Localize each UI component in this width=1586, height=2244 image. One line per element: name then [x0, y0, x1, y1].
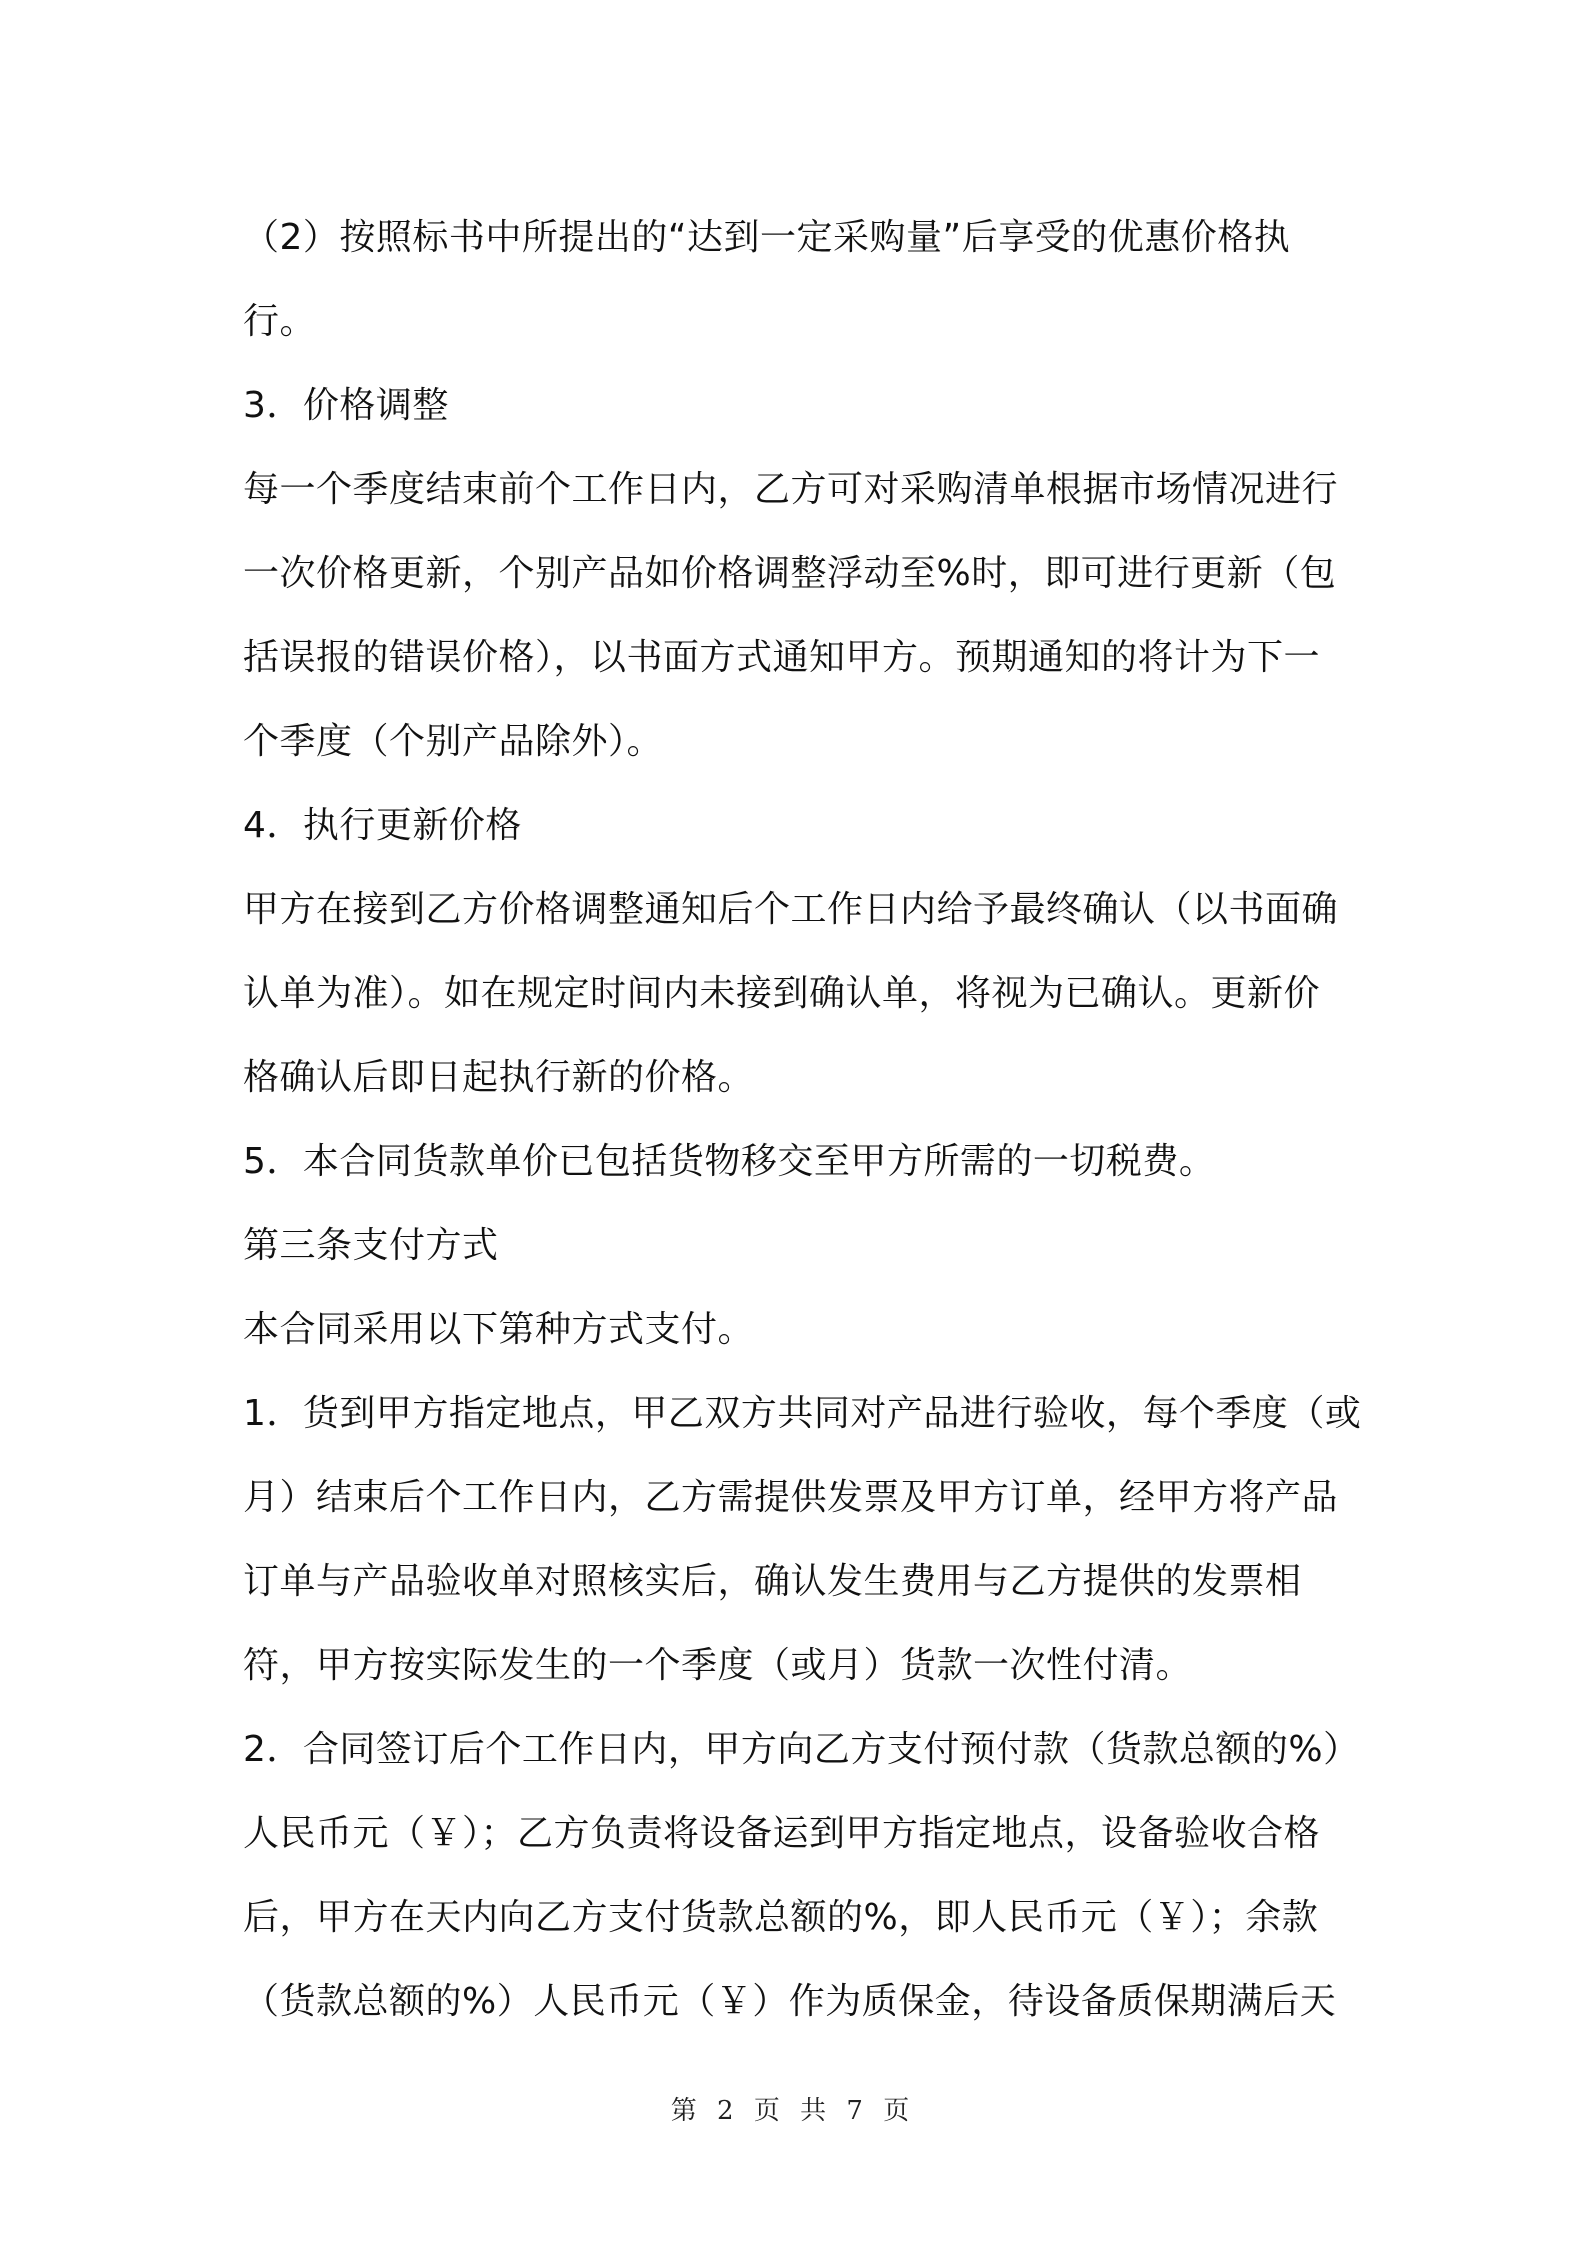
text-line: 认单为准）。如在规定时间内未接到确认单，将视为已确认。更新价	[243, 973, 1321, 1014]
page-number: 第 2 页 共 7 页	[670, 2096, 916, 2126]
text-line: 订单与产品验收单对照核实后，确认发生费用与乙方提供的发票相	[243, 1561, 1302, 1602]
text-line: 甲方在接到乙方价格调整通知后个工作日内给予最终确认（以书面确	[243, 889, 1339, 930]
text-line: 一次价格更新，个别产品如价格调整浮动至%时，即可进行更新（包	[243, 553, 1337, 594]
text-line: 1．货到甲方指定地点，甲乙双方共同对产品进行验收，每个季度（或	[243, 1393, 1362, 1434]
article-heading: 第三条支付方式	[243, 1225, 499, 1266]
text-line: （货款总额的%）人民币元（￥）作为质保金，待设备质保期满后天	[243, 1981, 1337, 2022]
text-line: 5．本合同货款单价已包括货物移交至甲方所需的一切税费。	[243, 1141, 1216, 1182]
section-heading: 3．价格调整	[243, 385, 449, 426]
text-line: 人民币元（￥）；乙方负责将设备运到甲方指定地点，设备验收合格	[243, 1813, 1321, 1854]
text-line: 括误报的错误价格），以书面方式通知甲方。预期通知的将计为下一	[243, 637, 1321, 678]
text-line: 行。	[243, 301, 317, 342]
text-line: 本合同采用以下第种方式支付。	[243, 1309, 755, 1350]
text-line: 月）结束后个工作日内，乙方需提供发票及甲方订单，经甲方将产品	[243, 1477, 1339, 1518]
section-heading: 4．执行更新价格	[243, 805, 522, 846]
document-body	[243, 196, 1363, 2044]
text-line: 格确认后即日起执行新的价格。	[243, 1057, 755, 1098]
text-line: 2．合同签订后个工作日内，甲方向乙方支付预付款（货款总额的%）	[243, 1729, 1360, 1770]
text-line: 符，甲方按实际发生的一个季度（或月）货款一次性付清。	[243, 1645, 1193, 1686]
text-line: 个季度（个别产品除外）。	[243, 721, 664, 762]
text-line: 后，甲方在天内向乙方支付货款总额的%，即人民币元（￥）；余款	[243, 1897, 1319, 1938]
text-line: 每一个季度结束前个工作日内，乙方可对采购清单根据市场情况进行	[243, 469, 1339, 510]
text-line: （2）按照标书中所提出的“达到一定采购量”后享受的优惠价格执	[243, 217, 1291, 258]
